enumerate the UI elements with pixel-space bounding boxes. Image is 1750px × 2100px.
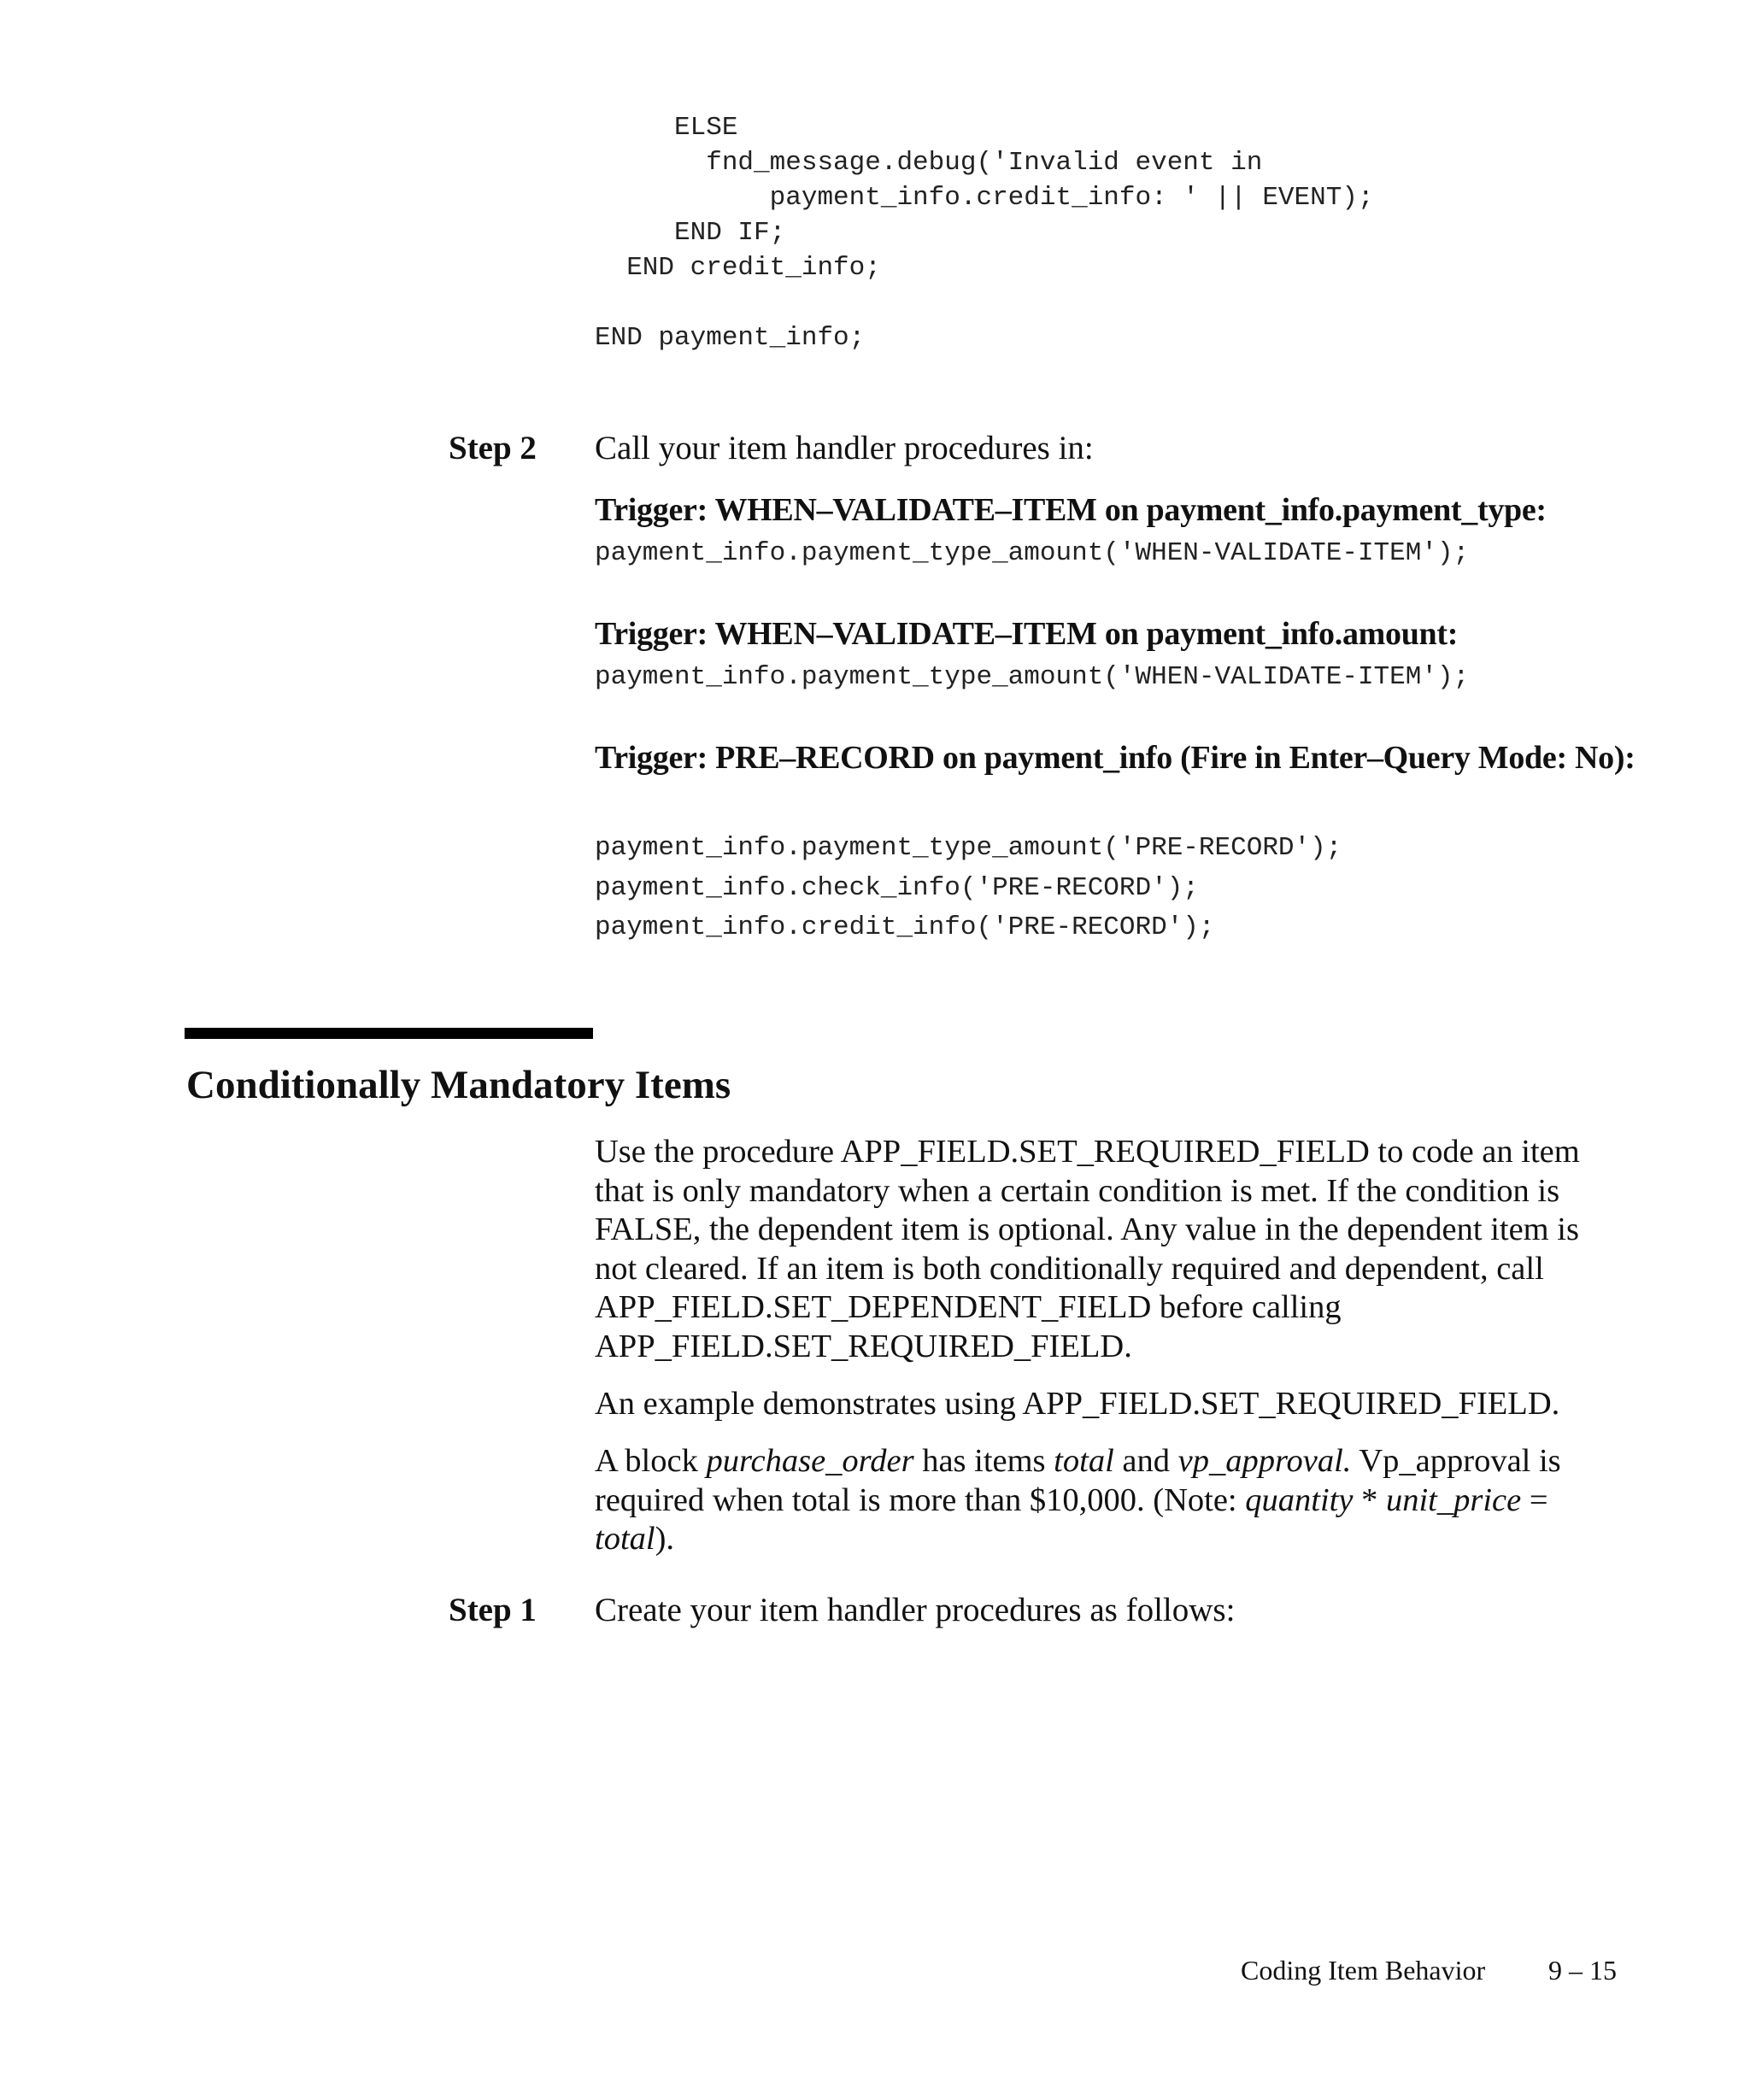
paragraph: An example demonstrates using APP_FIELD.SET_REQUIRED_FIELD. (595, 1386, 1560, 1422)
step-2-text: Call your item handler procedures in: (595, 430, 1094, 466)
trigger-code: payment_info.payment_type_amount('WHEN-VALIDATE-ITEM'); (595, 662, 1470, 692)
trigger-heading: Trigger: WHEN–VALIDATE–ITEM on payment_info.amount: (595, 616, 1459, 652)
step-2-label: Step 2 (449, 430, 537, 466)
text-run: = (1521, 1481, 1548, 1518)
text-run: ). (655, 1521, 675, 1557)
text-run: Vp_approval is required when total is more than $10,000. (Note: (595, 1443, 1561, 1518)
text-run: * (1353, 1481, 1386, 1518)
trigger-code: payment_info.payment_type_amount('WHEN-VALIDATE-ITEM'); (595, 538, 1470, 568)
section-divider (185, 1028, 593, 1039)
trigger-heading: Trigger: WHEN–VALIDATE–ITEM on payment_info.payment_type: (595, 492, 1547, 528)
trigger-code: payment_info.payment_type_amount('PRE-RECORD'); payment_info.check_info('PRE-RECORD'); payment_info.credit_info('PRE-RECORD'); (595, 833, 1342, 942)
code-line: ELSE (595, 113, 738, 143)
step-1-label: Step 1 (449, 1592, 537, 1628)
code-line: END credit_info; (595, 253, 881, 283)
code-line: END payment_info; (595, 323, 866, 353)
paragraph: Use the procedure APP_FIELD.SET_REQUIRED_FIELD to code an item that is only mandatory when a certain condition is met. If the condition is FALSE, the dependent item is optional. Any value in the dependent item is not cleared. If an item is both conditionally required and dependent, call APP_FIELD.SET_DEPENDENT_FIELD before calling APP_FIELD.SET_REQUIRED_FIELD. (595, 1134, 1580, 1364)
step-1-text: Create your item handler procedures as follows: (595, 1592, 1236, 1628)
text-run: A block (595, 1443, 707, 1479)
section-title: Conditionally Mandatory Items (186, 1063, 731, 1107)
text-run: has items (913, 1443, 1054, 1479)
italic-term: vp_approval. (1177, 1443, 1352, 1479)
italic-term: total (595, 1521, 655, 1557)
code-line: payment_info.credit_info: ' || EVENT); (595, 183, 1374, 213)
italic-term: unit_price (1385, 1481, 1522, 1518)
code-line: fnd_message.debug('Invalid event in (595, 148, 1263, 178)
text-run: and (1113, 1443, 1178, 1479)
footer-chapter-title: Coding Item Behavior (1241, 1955, 1486, 1986)
italic-term: quantity (1245, 1481, 1354, 1518)
code-line: END IF; (595, 218, 786, 248)
italic-term: total (1054, 1443, 1114, 1479)
paragraph (595, 1442, 1620, 1559)
footer-page-number: 9 – 15 (1548, 1955, 1617, 1986)
code-block-top (595, 110, 1374, 355)
italic-term: purchase_order (706, 1443, 914, 1479)
trigger-heading: Trigger: PRE–RECORD on payment_info (Fire in Enter–Query Mode: No): (595, 740, 1635, 776)
